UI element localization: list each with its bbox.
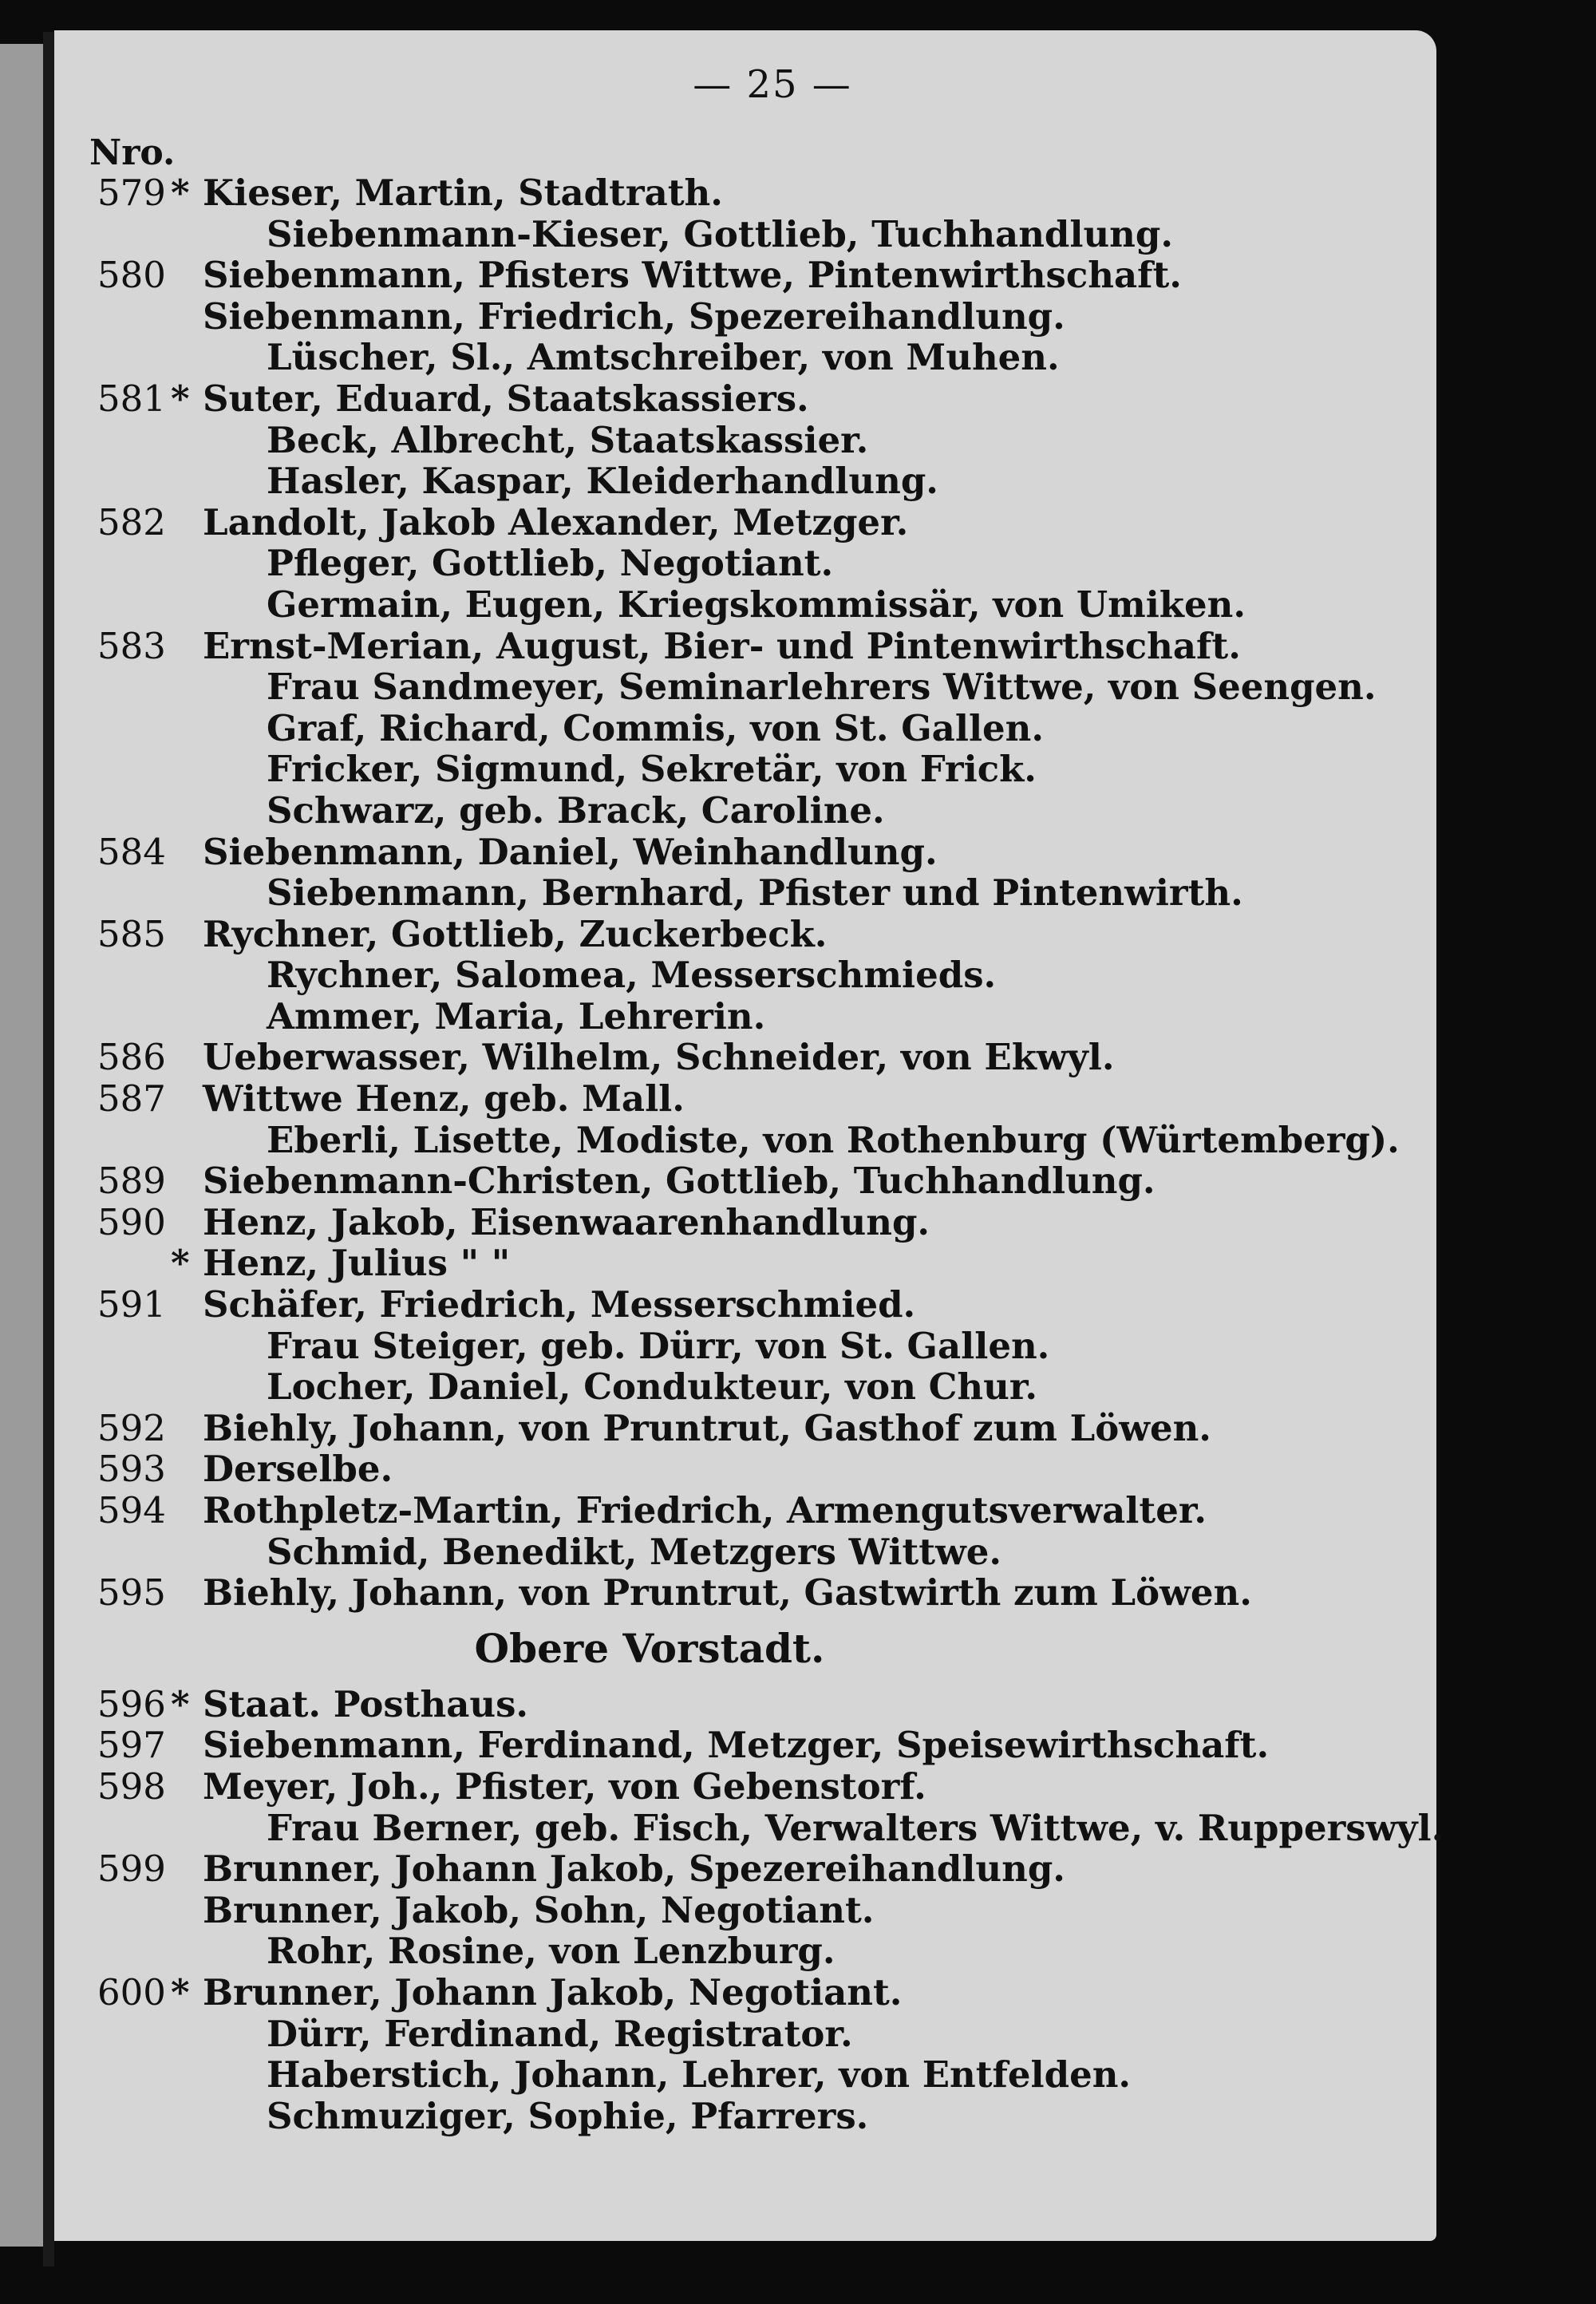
list-item — [54, 543, 1436, 584]
house-number: 592 — [97, 1406, 166, 1449]
resident-entry: Ueberwasser, Wilhelm, Schneider, von Ekwyl. — [203, 1036, 1115, 1079]
list-item — [54, 1684, 1436, 1725]
resident-entry: Rychner, Gottlieb, Zuckerbeck. — [203, 912, 828, 955]
resident-entry: Frau Steiger, geb. Dürr, von St. Gallen. — [267, 1324, 1050, 1367]
resident-entry: Siebenmann, Ferdinand, Metzger, Speisewirthschaft. — [203, 1724, 1270, 1767]
list-item — [54, 1120, 1436, 1161]
column-header: Nro. — [89, 132, 176, 173]
list-item — [54, 502, 1436, 543]
house-number: 595 — [97, 1571, 166, 1614]
entry-list-part2 — [54, 1682, 1444, 2137]
resident-entry: Frau Berner, geb. Fisch, Verwalters Wittwe, v. Rupperswyl. — [267, 1806, 1444, 1849]
list-item — [54, 914, 1436, 955]
section-heading — [54, 1614, 1436, 1684]
house-number: 586 — [97, 1036, 166, 1079]
list-item — [54, 1931, 1436, 1972]
resident-entry: Kieser, Martin, Stadtrath. — [203, 172, 723, 214]
house-number: 594 — [97, 1489, 166, 1531]
resident-entry: Siebenmann-Christen, Gottlieb, Tuchhandlung. — [203, 1160, 1156, 1203]
resident-entry: Brunner, Jakob, Sohn, Negotiant. — [203, 1888, 875, 1931]
list-item — [54, 996, 1436, 1037]
house-number: 600 — [97, 1970, 166, 2014]
resident-entry: Siebenmann, Friedrich, Spezereihandlung. — [203, 294, 1065, 338]
book-gutter — [43, 32, 54, 2266]
list-item — [54, 1725, 1436, 1766]
list-item — [54, 2054, 1436, 2096]
entry-list — [54, 172, 1444, 2137]
list-item — [54, 1572, 1436, 1614]
owner-mark: * — [171, 1970, 190, 2014]
house-number: 596 — [97, 1682, 166, 1725]
list-item — [54, 2014, 1436, 2055]
resident-entry: Brunner, Johann Jakob, Negotiant. — [203, 1970, 903, 2014]
house-number: 581 — [97, 377, 166, 420]
house-number: 582 — [97, 500, 166, 543]
resident-entry: Rohr, Rosine, von Lenzburg. — [267, 1930, 836, 1973]
resident-entry: Frau Sandmeyer, Seminarlehrers Wittwe, von Seengen. — [267, 666, 1377, 709]
resident-entry: Germain, Eugen, Kriegskommissär, von Umiken. — [267, 583, 1246, 626]
house-number: 585 — [97, 912, 166, 955]
document-page — [54, 30, 1444, 2241]
list-item — [54, 1448, 1436, 1490]
resident-entry: Locher, Daniel, Condukteur, von Chur. — [267, 1365, 1038, 1409]
list-item — [54, 832, 1436, 873]
owner-mark: * — [171, 1242, 190, 1285]
resident-entry: Rothpletz-Martin, Friedrich, Armengutsverwalter. — [203, 1489, 1207, 1531]
owner-mark: * — [171, 1682, 190, 1725]
resident-entry: Beck, Albrecht, Staatskassier. — [267, 418, 869, 461]
list-item — [54, 1806, 1444, 1849]
house-number: 587 — [97, 1077, 166, 1120]
list-item — [54, 255, 1436, 296]
resident-entry: Pfleger, Gottlieb, Negotiant. — [267, 542, 834, 585]
resident-entry: Schwarz, geb. Brack, Caroline. — [267, 788, 885, 832]
resident-entry: Eberli, Lisette, Modiste, von Rothenburg (Würtemberg). — [267, 1118, 1400, 1161]
house-number: 593 — [97, 1448, 166, 1491]
list-item — [54, 1037, 1436, 1078]
list-item — [54, 296, 1436, 338]
resident-entry: Siebenmann, Daniel, Weinhandlung. — [203, 830, 938, 873]
list-item — [54, 420, 1436, 461]
resident-entry: Staat. Posthaus. — [203, 1682, 529, 1725]
list-item — [54, 2096, 1436, 2137]
resident-entry: Hasler, Kaspar, Kleiderhandlung. — [267, 460, 938, 503]
house-number: 597 — [97, 1724, 166, 1767]
resident-entry: Meyer, Joh., Pfister, von Gebenstorf. — [203, 1765, 926, 1808]
list-item — [54, 626, 1436, 667]
house-number: 590 — [97, 1200, 166, 1243]
list-item — [54, 1766, 1436, 1808]
list-item — [54, 1972, 1436, 2014]
list-item — [54, 666, 1436, 708]
resident-entry: Haberstich, Johann, Lehrer, von Entfelden. — [267, 2053, 1132, 2097]
resident-entry: Siebenmann, Pfisters Wittwe, Pintenwirthschaft. — [203, 254, 1182, 297]
resident-entry: Suter, Eduard, Staatskassiers. — [203, 377, 809, 420]
resident-entry: Landolt, Jakob Alexander, Metzger. — [203, 500, 909, 543]
list-item — [54, 337, 1436, 378]
list-item — [54, 172, 1436, 214]
resident-entry: Lüscher, Sl., Amtschreiber, von Muhen. — [267, 336, 1060, 379]
list-item — [54, 708, 1436, 749]
resident-entry: Graf, Richard, Commis, von St. Gallen. — [267, 706, 1045, 749]
section-heading-text: Obere Vorstadt. — [474, 1624, 825, 1672]
resident-entry: Siebenmann, Bernhard, Pfister und Pintenwirth. — [267, 871, 1243, 915]
page-number: — 25 — — [693, 62, 852, 107]
house-number: 591 — [97, 1283, 166, 1326]
resident-entry: Henz, Julius " " — [203, 1242, 511, 1285]
list-item — [54, 1078, 1436, 1120]
house-number: 584 — [97, 830, 166, 873]
owner-mark: * — [171, 172, 190, 214]
resident-entry: Schmid, Benedikt, Metzgers Wittwe. — [267, 1530, 1002, 1573]
list-item — [54, 954, 1436, 996]
list-item — [54, 1408, 1436, 1449]
resident-entry: Henz, Jakob, Eisenwaarenhandlung. — [203, 1200, 930, 1243]
resident-entry: Ernst-Merian, August, Bier- und Pintenwirthschaft. — [203, 624, 1241, 667]
resident-entry: Biehly, Johann, von Pruntrut, Gastwirth zum Löwen. — [203, 1571, 1252, 1614]
resident-entry: Schmuziger, Sophie, Pfarrers. — [267, 2094, 869, 2137]
resident-entry: Derselbe. — [203, 1448, 393, 1491]
list-item — [54, 1490, 1436, 1531]
resident-entry: Siebenmann-Kieser, Gottlieb, Tuchhandlung. — [267, 212, 1174, 255]
house-number: 598 — [97, 1765, 166, 1808]
resident-entry: Ammer, Maria, Lehrerin. — [267, 994, 766, 1037]
resident-entry: Wittwe Henz, geb. Mall. — [203, 1077, 685, 1120]
house-number: 580 — [97, 254, 166, 297]
list-item — [54, 378, 1436, 420]
list-item — [54, 1848, 1436, 1890]
owner-mark: * — [171, 377, 190, 420]
list-item — [54, 1531, 1436, 1573]
entry-list-part1 — [54, 172, 1436, 1614]
resident-entry: Fricker, Sigmund, Sekretär, von Frick. — [267, 748, 1037, 791]
resident-entry: Biehly, Johann, von Pruntrut, Gasthof zum Löwen. — [203, 1406, 1211, 1449]
house-number: 589 — [97, 1160, 166, 1203]
list-item — [54, 1160, 1436, 1202]
house-number: 583 — [97, 624, 166, 667]
list-item — [54, 1366, 1436, 1408]
list-item — [54, 214, 1436, 255]
resident-entry: Brunner, Johann Jakob, Spezereihandlung. — [203, 1848, 1065, 1891]
list-item — [54, 1243, 1436, 1284]
list-item — [54, 1326, 1436, 1367]
list-item — [54, 584, 1436, 626]
list-item — [54, 1202, 1436, 1243]
list-item — [54, 1890, 1436, 1931]
resident-entry: Schäfer, Friedrich, Messerschmied. — [203, 1283, 916, 1326]
list-item — [54, 749, 1436, 790]
list-item — [54, 460, 1436, 502]
list-item — [54, 1284, 1436, 1326]
resident-entry: Dürr, Ferdinand, Registrator. — [267, 2012, 853, 2055]
list-item — [54, 790, 1436, 832]
list-item — [54, 872, 1436, 914]
house-number: 579 — [97, 172, 166, 214]
facing-page-edge — [0, 44, 48, 2247]
house-number: 599 — [97, 1848, 166, 1891]
resident-entry: Rychner, Salomea, Messerschmieds. — [267, 954, 997, 997]
